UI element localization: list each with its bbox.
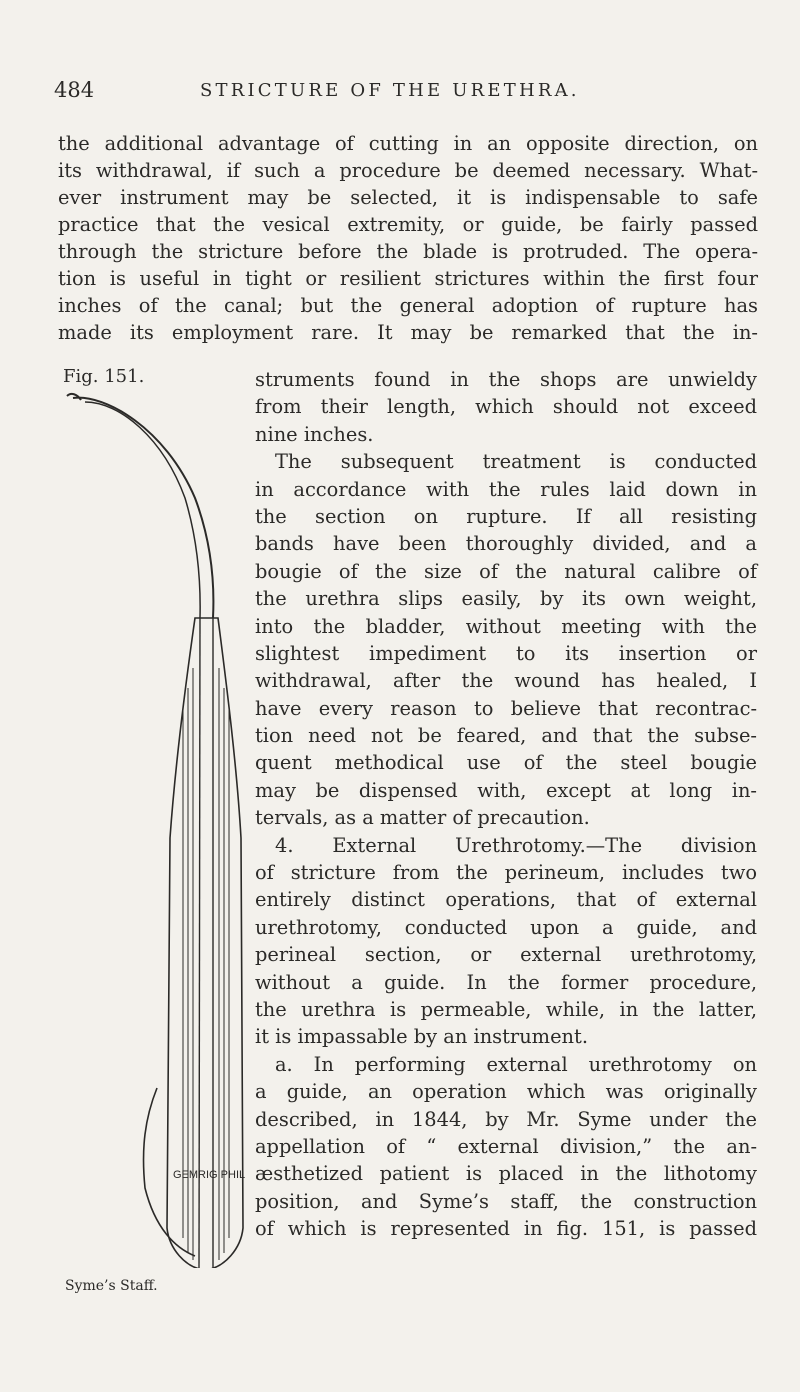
text-line: withdrawal, after the wound has healed, I [255, 669, 757, 693]
text-line: of which is represented in fig. 151, is passed [255, 1217, 757, 1241]
text-line: entirely distinct operations, that of external [255, 888, 757, 912]
engraved-text: GEMRIG PHILA [173, 1169, 245, 1181]
text-line: inches of the canal; but the general adoption of rupture has [58, 294, 758, 317]
staff-curve-inner [85, 402, 200, 618]
figure-credit: Syme’s Staff. [65, 1278, 158, 1294]
text-line: have every reason to believe that recontrac- [255, 696, 757, 720]
running-title: STRICTURE OF THE URETHRA. [200, 80, 580, 101]
text-line: urethrotomy, conducted upon a guide, and [255, 915, 757, 939]
text-line: from their length, which should not exceed [255, 395, 757, 419]
text-line: practice that the vesical extremity, or guide, be fairly passed [58, 213, 758, 236]
text-line: may be dispensed with, except at long in- [255, 778, 757, 802]
text-line: the urethra slips easily, by its own weight, [255, 587, 757, 611]
text-line: quent methodical use of the steel bougie [255, 751, 757, 775]
text-line: of stricture from the perineum, includes two [255, 861, 757, 885]
text-line: bands have been thoroughly divided, and a [255, 532, 757, 556]
text-line: tion is useful in tight or resilient strictures within the first four [58, 267, 758, 290]
text-line: the additional advantage of cutting in an opposite direction, on [58, 132, 758, 155]
text-line: through the stricture before the blade is protruded. The opera- [58, 240, 758, 263]
text-line: a guide, an operation which was originally [255, 1080, 757, 1104]
page-number: 484 [54, 78, 95, 102]
figure-caption: Fig. 151. [63, 366, 145, 387]
text-line: bougie of the size of the natural calibre of [255, 559, 757, 583]
text-line: made its employment rare. It may be remarked that the in- [58, 321, 758, 344]
text-line: tervals, as a matter of precaution. [255, 806, 590, 830]
text-line: slightest impediment to its insertion or [255, 641, 757, 665]
text-line: without a guide. In the former procedure, [255, 970, 757, 994]
text-line: appellation of “ external division,” the an- [255, 1134, 757, 1158]
text-line: The subsequent treatment is conducted [275, 450, 757, 474]
text-line: described, in 1844, by Mr. Syme under the [255, 1107, 757, 1131]
text-line: 4. External Urethrotomy.—The division [275, 833, 757, 857]
full-width-text [58, 130, 758, 346]
text-line: its withdrawal, if such a procedure be deemed necessary. What- [58, 159, 758, 182]
text-line: position, and Syme’s staff, the construction [255, 1189, 757, 1213]
text-line: tion need not be feared, and that the subse- [255, 724, 757, 748]
text-line: into the bladder, without meeting with the [255, 614, 757, 638]
text-line: struments found in the shops are unwieldy [255, 368, 757, 391]
text-line: the urethra is permeable, while, in the latter, [255, 997, 757, 1021]
figure-syme-staff [45, 388, 245, 1268]
syme-staff-illustration [45, 388, 245, 1268]
text-line: it is impassable by an instrument. [255, 1025, 588, 1049]
text-line: perineal section, or external urethrotomy, [255, 943, 757, 967]
column-text [255, 366, 757, 1243]
page-header [54, 78, 760, 108]
text-line: ever instrument may be selected, it is indispensable to safe [58, 186, 758, 209]
text-line: in accordance with the rules laid down in [255, 477, 757, 501]
text-line: the section on rupture. If all resisting [255, 504, 757, 528]
text-line: a. In performing external urethrotomy on [275, 1052, 757, 1076]
text-line: æsthetized patient is placed in the lithotomy [255, 1162, 757, 1186]
text-line: nine inches. [255, 422, 374, 446]
